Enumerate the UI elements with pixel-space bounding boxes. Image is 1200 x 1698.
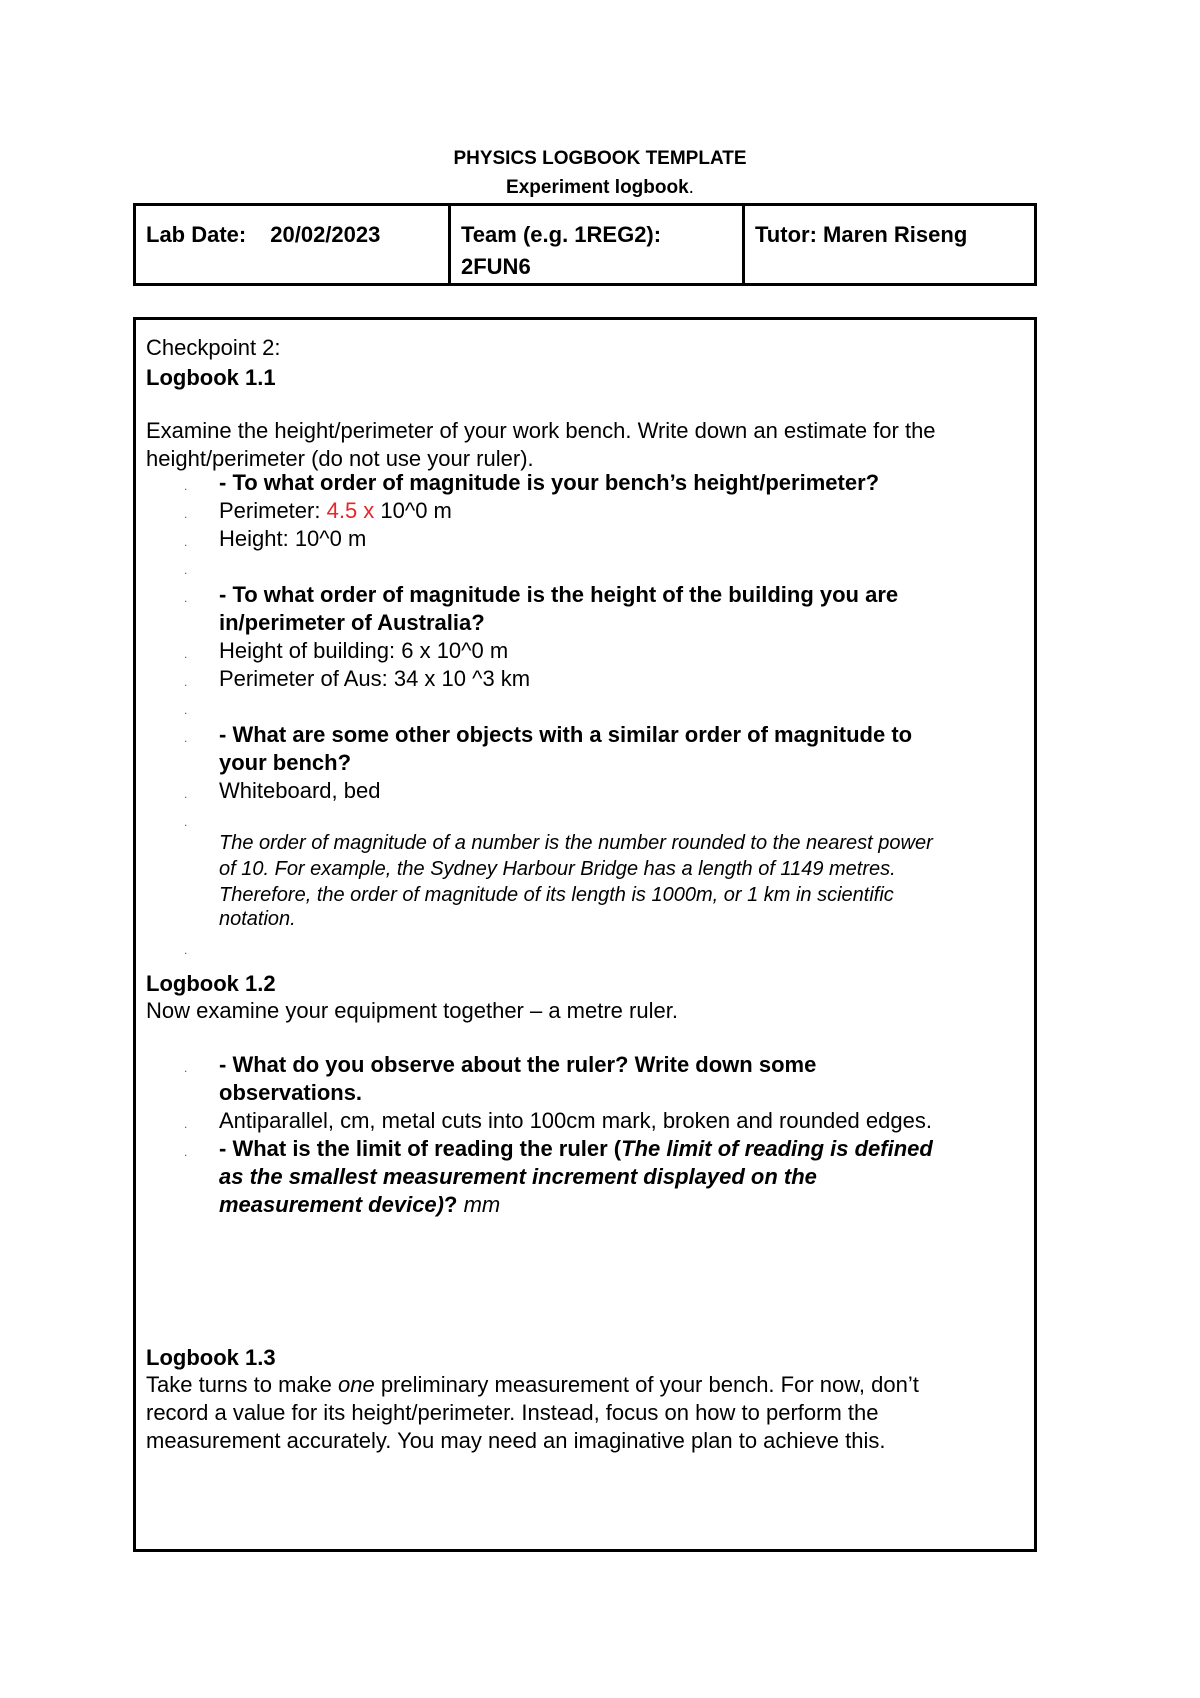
- logbook-1-2-intro: Now examine your equipment together – a metre ruler.: [146, 998, 678, 1023]
- lab-date-value: 20/02/2023: [270, 222, 381, 247]
- logbook-1-3-line-1-pre: Take turns to make: [146, 1372, 338, 1397]
- answer-building-height: Height of building: 6 x 10^0 m: [219, 638, 509, 663]
- bullet-dot: .: [184, 647, 188, 661]
- team-cell: [451, 206, 745, 283]
- lab-date-label: Lab Date:: [146, 222, 247, 247]
- bullet-dot: .: [184, 563, 188, 577]
- logbook-1-3-line-1-emphasis: one: [337, 1372, 375, 1397]
- question-limit-of-reading-line-3: [219, 1191, 500, 1219]
- magnitude-note-line-1: The order of magnitude of a number is the number rounded to the nearest power: [219, 832, 933, 854]
- magnitude-note-line-2: of 10. For example, the Sydney Harbour Bridge has a length of 1149 metres.: [219, 858, 896, 880]
- team-value: 2FUN6: [461, 254, 531, 279]
- team-label: Team (e.g. 1REG2):: [461, 222, 662, 247]
- logbook-1-3-heading: Logbook 1.3: [146, 1345, 276, 1370]
- checkpoint-label: Checkpoint 2:: [146, 335, 281, 360]
- document-title: PHYSICS LOGBOOK TEMPLATE: [453, 148, 747, 169]
- answer-perimeter-rest: 10^0 m: [374, 498, 452, 523]
- logbook-1-2-heading: Logbook 1.2: [146, 971, 276, 996]
- subtitle-text: Experiment logbook: [506, 177, 689, 198]
- logbook-1-1-intro-line-2: height/perimeter (do not use your ruler).: [146, 446, 534, 471]
- magnitude-note-line-4: notation.: [219, 908, 296, 930]
- question-ruler-observations-line-2: observations.: [219, 1080, 363, 1105]
- answer-ruler-observations: Antiparallel, cm, metal cuts into 100cm mark, broken and rounded edges.: [219, 1108, 932, 1133]
- answer-perimeter: [219, 497, 452, 525]
- bullet-dot: .: [184, 731, 188, 745]
- logbook-1-1-intro-line-1: Examine the height/perimeter of your work bench. Write down an estimate for the: [146, 418, 936, 443]
- bullet-dot: .: [184, 479, 188, 493]
- limit-question-prefix: - What is the limit of reading the ruler (: [219, 1136, 622, 1161]
- tutor-cell: [745, 206, 1034, 283]
- logbook-1-3-line-2: record a value for its height/perimeter. Instead, focus on how to perform the: [146, 1400, 879, 1425]
- question-similar-objects-line-1: - What are some other objects with a similar order of magnitude to: [219, 722, 913, 747]
- answer-height: Height: 10^0 m: [219, 526, 367, 551]
- limit-definition-part-3: measurement device): [219, 1192, 444, 1217]
- logbook-1-3-line-1-post: preliminary measurement of your bench. For now, don’t: [374, 1372, 919, 1397]
- bullet-dot: .: [184, 1061, 188, 1075]
- tutor-label: Tutor: Maren Riseng: [755, 222, 968, 247]
- limit-definition-part-1: The limit of reading is defined: [621, 1136, 933, 1161]
- bullet-dot: .: [184, 815, 188, 829]
- bullet-dot: .: [184, 535, 188, 549]
- question-building-magnitude-line-1: - To what order of magnitude is the height of the building you are: [219, 582, 899, 607]
- answer-perimeter-red-value: 4.5 x: [326, 498, 375, 523]
- bullet-dot: .: [184, 787, 188, 801]
- lab-date-cell: [136, 206, 451, 283]
- question-bench-magnitude: - To what order of magnitude is your bench’s height/perimeter?: [219, 470, 880, 495]
- bullet-dot: .: [184, 675, 188, 689]
- logbook-1-3-line-1: [146, 1371, 919, 1399]
- logbook-1-3-line-3: measurement accurately. You may need an imaginative plan to achieve this.: [146, 1428, 886, 1453]
- answer-perimeter-label: Perimeter:: [219, 498, 327, 523]
- answer-similar-objects: Whiteboard, bed: [219, 778, 381, 803]
- logbook-content-box: [133, 317, 1037, 1552]
- bullet-dot: .: [184, 1117, 188, 1131]
- header-table: [133, 203, 1037, 286]
- question-ruler-observations-line-1: - What do you observe about the ruler? Write down some: [219, 1052, 817, 1077]
- answer-australia-perimeter: Perimeter of Aus: 34 x 10 ^3 km: [219, 666, 531, 691]
- bullet-dot: .: [184, 943, 188, 957]
- limit-question-mark: ?: [444, 1192, 458, 1217]
- answer-limit-of-reading: mm: [457, 1192, 501, 1217]
- subtitle-suffix: .: [688, 177, 694, 198]
- bullet-dot: .: [184, 507, 188, 521]
- magnitude-note-line-3: Therefore, the order of magnitude of its length is 1000m, or 1 km in scientific: [219, 884, 894, 906]
- question-limit-of-reading-line-1: [219, 1135, 933, 1163]
- logbook-1-1-heading: Logbook 1.1: [146, 365, 276, 390]
- bullet-dot: .: [184, 591, 188, 605]
- question-building-magnitude-line-2: in/perimeter of Australia?: [219, 610, 485, 635]
- bullet-dot: .: [184, 703, 188, 717]
- question-similar-objects-line-2: your bench?: [219, 750, 352, 775]
- bullet-dot: .: [184, 1145, 188, 1159]
- question-limit-of-reading-line-2: as the smallest measurement increment displayed on the: [219, 1164, 817, 1189]
- document-subtitle: [0, 177, 1200, 199]
